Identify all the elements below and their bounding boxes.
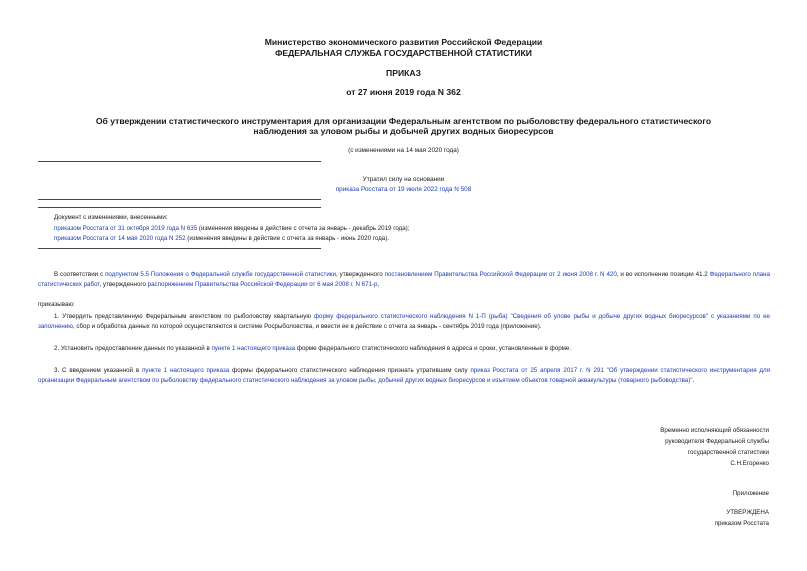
changes-item-1 [54, 224, 409, 233]
changes-intro: Документ с изменениями, внесенными: [54, 214, 168, 221]
item-2-paragraph [38, 344, 770, 354]
amendments-note: (с изменениями на 14 мая 2020 года) [348, 147, 459, 154]
doc-date-number: от 27 июня 2019 года N 362 [346, 87, 461, 97]
item-1-paragraph [38, 312, 770, 332]
expired-link[interactable]: приказа Росстата от 19 июля 2022 года N 508 [335, 186, 472, 193]
order-word: приказываю: [38, 301, 75, 308]
preamble-link-regulation[interactable]: подпунктом 5.5 Положения о Федеральной службе государственной статистики [105, 271, 336, 278]
ministry-name: Министерство экономического развития Российской Федерации [264, 37, 543, 47]
signature-line-2: руководителя Федеральной службы [665, 438, 769, 445]
text: 1. Утвердить представленную Федеральным агентством по рыболовству квартальную [54, 313, 314, 320]
changes-item-1-text: (изменения введены в действие с отчета за январь - декабрь 2019 года); [197, 225, 410, 232]
text: 2. Установить предоставление данных по указанной в [54, 345, 212, 352]
preamble-link-resolution[interactable]: постановлением Правительства Российской Федерации от 2 июня 2008 г. N 420 [384, 271, 617, 278]
approved-label: УТВЕРЖДЕНА [726, 509, 769, 516]
item-2-link[interactable]: пункте 1 настоящего приказа [211, 345, 296, 352]
signature-name: С.Н.Егоренко [730, 460, 769, 467]
text: форме федерального статистического наблюдения в адреса и сроки, установленные в форме. [295, 345, 572, 352]
text: формы федерального статистического наблюдения признать утратившим силу [229, 367, 471, 374]
changes-item-2 [54, 234, 389, 243]
preamble-paragraph [38, 270, 770, 290]
text: , сбор и обработка данных по которой осуществляются в системе Росрыболовства, и ввести ее в действие с отчета за январь - сентябрь 2019 года (приложение). [72, 323, 542, 330]
divider [38, 199, 321, 200]
signature-line-1: Временно исполняющий обязанности [660, 427, 769, 434]
signature-line-3: государственной статистики [687, 449, 769, 456]
text: . [692, 377, 695, 384]
text: , утвержденного [335, 271, 385, 278]
expired-link-row [0, 185, 807, 194]
text: , [377, 281, 380, 288]
text: В соответствии с [54, 271, 106, 278]
doc-type: ПРИКАЗ [386, 68, 421, 78]
item-1-form-link[interactable]: форму федерального статистического наблюдения N 1-П (рыба) "Сведения об улове рыбы и добыче других водных биоресурсов" с указаниями по ее заполнению [38, 313, 770, 330]
text: , утвержденного [99, 281, 148, 288]
changes-item-2-link[interactable]: приказом Росстата от 14 мая 2020 года N 252 [54, 235, 186, 242]
appendix-label: Приложение [732, 490, 769, 497]
doc-title: Об утверждении статистического инструментария для организации Федеральным агентством по рыболовству федерального статистического наблюдения за уловом рыбы и добычей других водных биоресурсов [95, 116, 712, 136]
divider [38, 207, 321, 208]
text: , и во исполнение позиции 41.2 [616, 271, 710, 278]
expired-note: Утратил силу на основании [362, 176, 445, 183]
service-name: ФЕДЕРАЛЬНАЯ СЛУЖБА ГОСУДАРСТВЕННОЙ СТАТИСТИКИ [275, 48, 532, 58]
item-3-paragraph [38, 366, 770, 386]
approved-by: приказом Росстата [714, 520, 769, 527]
changes-item-2-text: (изменения введены в действие с отчета за январь - июнь 2020 года). [185, 235, 390, 242]
preamble-link-plan[interactable]: Федерального плана статистических работ [38, 271, 771, 288]
item-3-order-link[interactable]: приказ Росстата от 25 апреля 2017 г. N 291 "Об утверждении статистического инструментария для организации Федеральным агентством по рыболовству федерального статистического наблюдения за уловом рыбы, добычей других водных биоресурсов и изъятием объектов товарной аквакультуры (товарного рыбоводства)" [38, 367, 770, 384]
text: 3. С введением указанной в [54, 367, 143, 374]
changes-item-1-link[interactable]: приказом Росстата от 31 октября 2019 года N 635 [54, 225, 198, 232]
divider [38, 161, 321, 162]
item-3-link[interactable]: пункте 1 настоящего приказа [142, 367, 230, 374]
divider [38, 248, 321, 249]
preamble-link-order[interactable]: распоряжением Правительства Российской Федерации от 6 мая 2008 г. N 671-р [147, 281, 378, 288]
